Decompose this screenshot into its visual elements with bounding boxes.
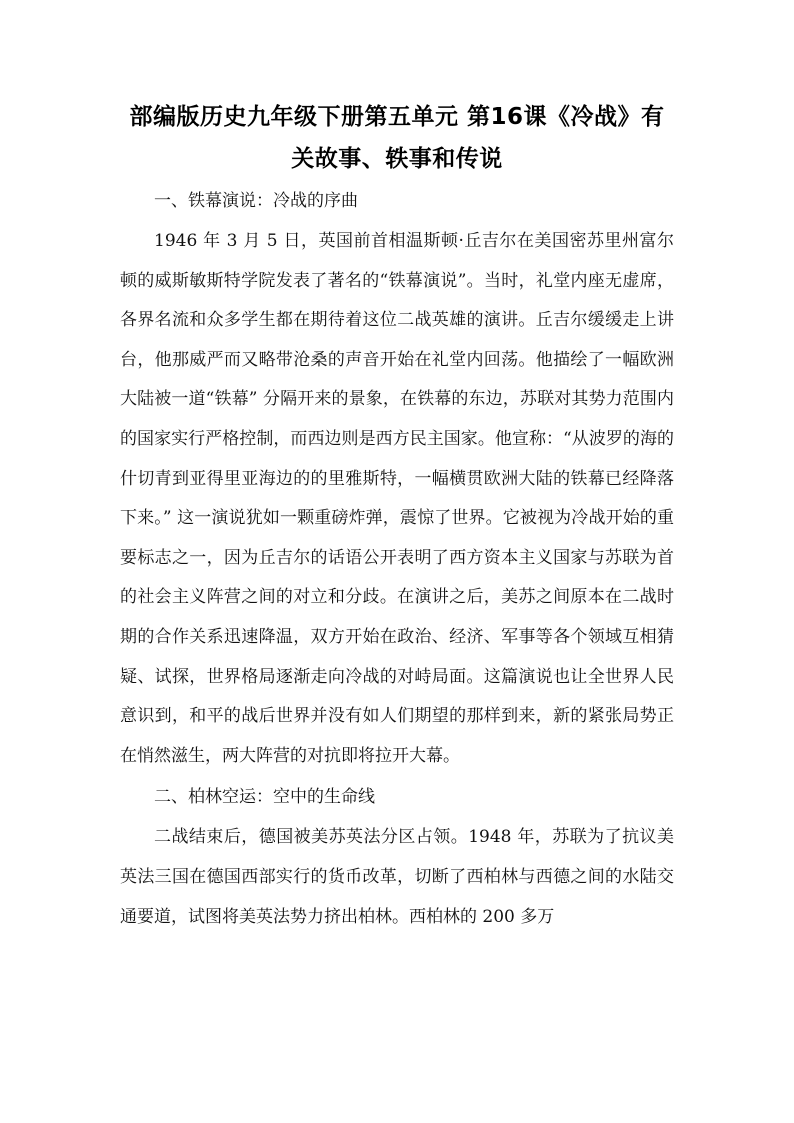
document-title: 部编版历史九年级下册第五单元 第16课《冷战》有关故事、轶事和传说 — [129, 104, 665, 172]
section-heading-berlin-airlift: 二、柏林空运：空中的生命线 — [154, 787, 375, 808]
section-paragraph-iron-curtain: 1946 年 3 月 5 日，英国前首相温斯顿·丘吉尔在美国密苏里州富尔顿的威斯敏斯特学院发表了著名的“铁幕演说”。当时，礼堂内座无虚席，各界名流和众多学生都在期待着这位二战英雄的演讲。丘吉尔缓缓走上讲台，他那威严而又略带沧桑的声音开始在礼堂内回荡。他描绘了一幅欧洲大陆被一道“铁幕” 分隔开来的景象，在铁幕的东边，苏联对其势力范围内的国家实行严格控制，而西边则是西方民主国家。他宣称：“从波罗的海的什切青到亚得里亚海边的的里雅斯特，一幅横贯欧洲大陆的铁幕已经降落下来。” 这一演说犹如一颗重磅炸弹，震惊了世界。它被视为冷战开始的重要标志之一，因为丘吉尔的话语公开表明了西方资本主义国家与苏联为首的社会主义阵营之间的对立和分歧。在演讲之后，美苏之间原本在二战时期的合作关系迅速降温，双方开始在政治、经济、军事等各个领域互相猜疑、试探，世界格局逐渐走向冷战的对峙局面。这篇演说也让全世界人民意识到，和平的战后世界并没有如人们期望的那样到来，新的紧张局势正在悄然滋生，两大阵营的对抗即将拉开大幕。 — [120, 231, 674, 766]
section-paragraph-berlin-airlift: 二战结束后，德国被美苏英法分区占领。1948 年，苏联为了抗议美英法三国在德国西部实行的货币改革，切断了西柏林与西德之间的水陆交通要道，试图将美英法势力挤出柏林。西柏林的 200 多万 — [120, 827, 674, 927]
section-heading-iron-curtain: 一、铁幕演说：冷战的序曲 — [154, 191, 358, 211]
